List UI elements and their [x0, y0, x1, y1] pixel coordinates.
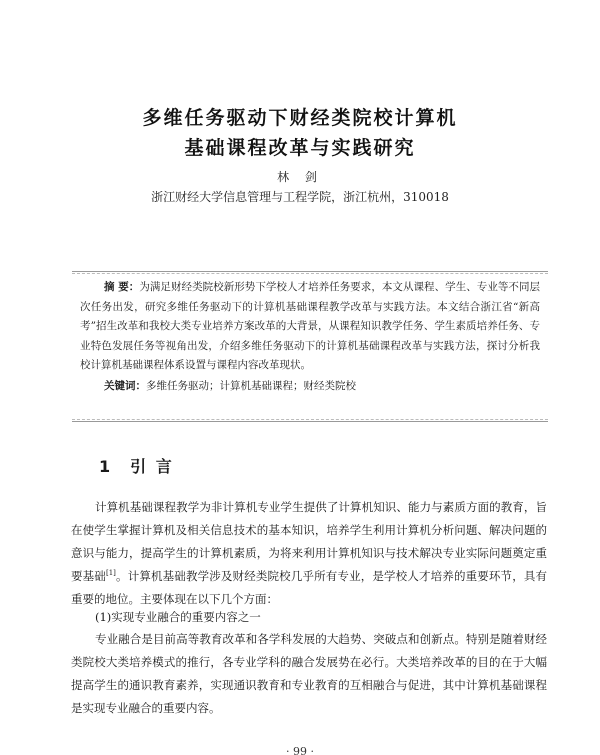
paper-title-line-1: 多维任务驱动下财经类院校计算机	[142, 107, 458, 129]
author-affiliation: 浙江财经大学信息管理与工程学院，浙江杭州，310018	[151, 190, 449, 204]
body-paragraph-1-text-a: 计算机基础课程教学为非计算机专业学生提供了计算机知识、能力与素质方面的教育，旨在使学生掌握计算机及相关信息技术的基本知识，培养学生利用计算机分析问题、解决问题的意识与能力，提高学生的计算机素质，为将来利用计算机知识与技术解决专业实际问题奠定重要基础	[71, 500, 547, 583]
keywords-text: 多维任务驱动；计算机基础课程；财经类院校	[146, 379, 356, 392]
abstract-text: 为满足财经类院校新形势下学校人才培养任务要求，本文从课程、学生、专业等不同层次任务出发，研究多维任务驱动下的计算机基础课程教学改革与实践方法。本文结合浙江省“新高考”招生改革和我校大类专业培养方案改革的大背景，从课程知识教学任务、学生素质培养任务、专业特色发展任务等视角出发，介绍多维任务驱动下的计算机基础课程改革与实践方法，探讨分析我校计算机基础课程体系设置与课程内容改革现状。	[80, 281, 541, 371]
abstract-label: 摘 要：	[104, 281, 140, 293]
body-subheading: (1)实现专业融合的重要内容之一	[95, 610, 261, 624]
page-number: · 99 ·	[286, 745, 314, 755]
author-name: 林 剑	[277, 170, 323, 184]
section-number: 1	[99, 457, 113, 476]
section-title: 引 言	[130, 457, 174, 476]
abstract-paragraph	[80, 278, 540, 376]
body-paragraph-2: 专业融合是目前高等教育改革和各学科发展的大趋势、突破点和创新点。特别是随着财经类院校大类培养模式的推行，各专业学科的融合发展势在必行。大类培养改革的目的在于大幅提高学生的通识教育素养，实现通识教育和专业教育的互相融合与促进，其中计算机基础课程是实现专业融合的重要内容。	[71, 632, 547, 715]
abstract-box	[72, 271, 548, 422]
body-paragraph-1	[71, 496, 547, 611]
paper-title-line-2: 基础课程改革与实践研究	[184, 137, 416, 159]
body-paragraph-1-text-b: 。计算机基础教学涉及财经类院校几乎所有专业，是学校人才培养的重要环节，具有重要的地位。主要体现在以下几个方面：	[71, 569, 548, 606]
keywords-label: 关键词：	[104, 379, 146, 392]
keywords-line	[80, 378, 540, 393]
citation-reference: [1]	[105, 569, 116, 578]
section-heading-introduction	[99, 454, 174, 477]
